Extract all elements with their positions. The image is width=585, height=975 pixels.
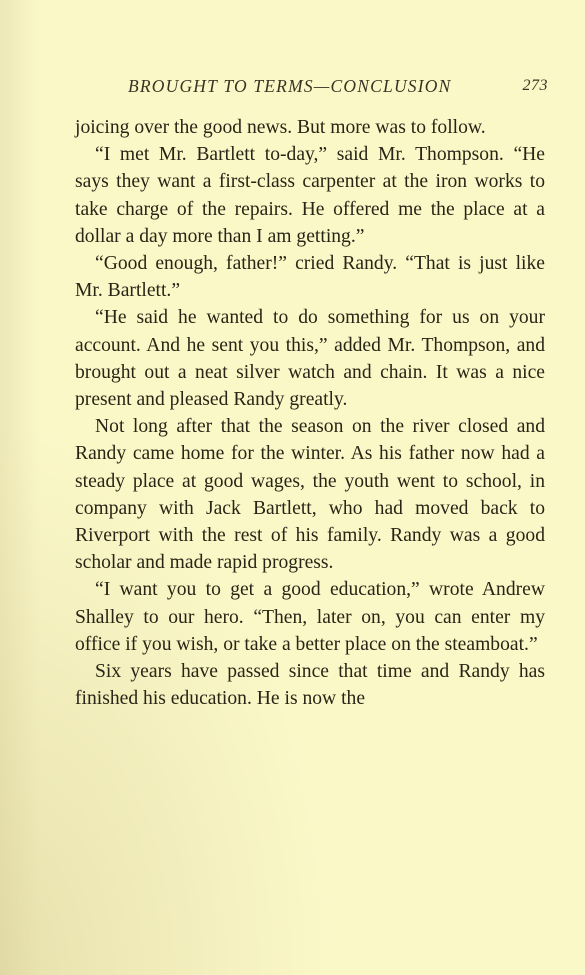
paragraph: joicing over the good news. But more was to follow.	[75, 117, 486, 138]
running-head	[128, 76, 548, 97]
paragraph: Six years have passed since that time and Randy has finished his education. He is now the	[75, 661, 545, 710]
paragraph: Not long after that the season on the river closed and Randy came home for the winter. As his father now had a steady place at good wages, the youth went to school, in company with Jack Bartlett, who had moved back to Riverport with the rest of his family. Randy was a good scholar and made rapid progress.	[75, 416, 545, 574]
paragraph: “He said he wanted to do something for us on your account. And he sent you this,” added Mr. Thompson, and brought out a neat silver watch and chain. It was a nice present and pleased Randy greatly.	[75, 307, 545, 411]
body-text	[75, 114, 545, 712]
chapter-title: BROUGHT TO TERMS—CONCLUSION	[128, 76, 452, 96]
page-number: 273	[522, 77, 548, 94]
paragraph: “Good enough, father!” cried Randy. “That is just like Mr. Bartlett.”	[75, 253, 545, 302]
paragraph: “I met Mr. Bartlett to-day,” said Mr. Thompson. “He says they want a first-class carpenter at the iron works to take charge of the repairs. He offered me the place at a dollar a day more than I am getting.”	[75, 144, 545, 247]
paragraph: “I want you to get a good education,” wrote Andrew Shalley to our hero. “Then, later on, you can enter my office if you wish, or take a better place on the steamboat.”	[75, 579, 545, 655]
